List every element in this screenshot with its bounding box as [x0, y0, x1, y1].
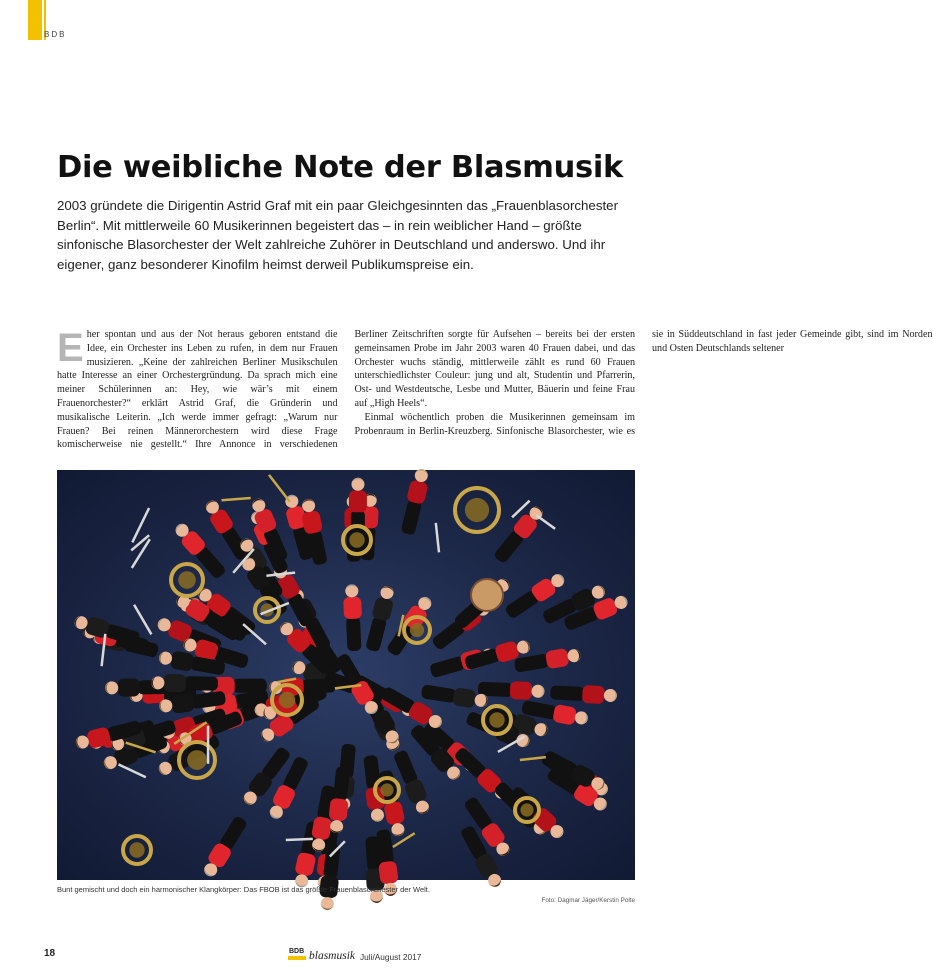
- woodwind-instrument: [134, 605, 151, 635]
- orchestra-photo: [57, 470, 635, 880]
- brass-instrument-bell: [187, 750, 207, 770]
- section-label: BDB: [44, 30, 67, 39]
- page-number: 18: [44, 948, 56, 959]
- article-lede: 2003 gründete die Dirigentin Astrid Graf mit ein paar Gleichgesinnten das „Frauenblasorchester Berlin“. Mit mittlerweile 60 Musikerinnen begeistert das – in rein weiblicher Hand – größte sinfonische Blasorchester der Welt zahlreiche Zuhörer in Deutschland und anderswo. Und ihr eigener, ganz besonderer Kinofilm heimst derweil Publikumspreise ein.: [57, 198, 618, 272]
- woodwind-instrument: [119, 764, 146, 777]
- issue-date: Juli/August 2017: [360, 952, 422, 962]
- brass-instrument-bell: [279, 692, 296, 709]
- musician-figure: [343, 584, 364, 651]
- article-body: [57, 326, 933, 464]
- article-title: Die weibliche Note der Blasmusik: [57, 150, 623, 185]
- drop-cap: E: [57, 326, 84, 370]
- body-paragraph-2: Einmal wöchentlich proben die Musikerinnen gemeinsam im Probenraum in Berlin-Kreuzberg. Sinfonische Blasorchester, wie es sie in Süddeutschland in fast jeder Gemeinde gibt, sind im Norden und Osten Deutschlands seltener: [354, 329, 933, 437]
- brass-instrument-bell: [129, 842, 144, 857]
- drum: [471, 579, 503, 611]
- woodwind-instrument: [269, 475, 290, 502]
- woodwind-instrument: [286, 839, 313, 840]
- magazine-name: blasmusik: [309, 950, 355, 962]
- brass-instrument-bell: [410, 623, 424, 637]
- musician-figure: [478, 680, 545, 701]
- accent-bar: [28, 0, 42, 40]
- photo-caption: Bunt gemischt und doch ein harmonischer Klangkörper: Das FBOB ist das größte Frauenblasorchester der Welt.: [57, 885, 430, 894]
- brass-instrument-bell: [380, 783, 393, 796]
- bdb-logo-text: BDB: [289, 948, 305, 955]
- woodwind-instrument: [520, 757, 546, 760]
- musician-figure: [399, 467, 432, 536]
- footer-brand: [288, 942, 421, 962]
- musician-figure: [200, 814, 250, 880]
- musician-figure: [550, 683, 617, 704]
- woodwind-instrument: [436, 523, 439, 553]
- bdb-logo-icon: [288, 942, 306, 962]
- brass-instrument-bell: [465, 498, 489, 522]
- orchestra-photo-illustration: [57, 470, 635, 880]
- photo-credit: Foto: Dagmar Jäger/Kerstin Polte: [541, 897, 635, 904]
- brass-instrument-bell: [520, 803, 533, 816]
- brass-instrument-bell: [349, 532, 364, 547]
- woodwind-instrument: [222, 498, 251, 500]
- brass-instrument-bell: [178, 571, 196, 589]
- woodwind-instrument: [537, 515, 556, 528]
- brass-instrument-bell: [489, 712, 504, 727]
- body-paragraph-1-text: her spontan und aus der Not heraus geboren entstand die Idee, ein Orchester ins Leben zu rufen, in dem nur Frauen musizieren. „Keine der zahlreichen Berliner Musikschulen hatte Interesse an einer Orchestergründung. Da sprach mich eine meiner Schülerinnen an: Hey, wie wär’s mit einem Frauenorchester?“ erklärt Astrid Graf, die Gründerin und musikalische Leiterin. „Ich werde immer gefragt: „Warum nur Frauen? Bei reinen Männerorchestern wird diese Frage komischerweise nie gestellt.“ Ihre Annonce in verschiedenen Berliner Zeitschriften sorgte für Aufsehen – bereits bei der ersten gemeinsamen Probe im Jahr 2003 waren 40 Frauen dabei, und das Orchester wuchs ständig, mittlerweile zählt es rund 60 Frauen unterschiedlichster Couleur: jung und alt, Studentin und Pfarrerin, Ost- und Westdeutsche, Lesbe und Mutter, Bäuerin und feine Frau auf „High Heels“.: [57, 329, 635, 451]
